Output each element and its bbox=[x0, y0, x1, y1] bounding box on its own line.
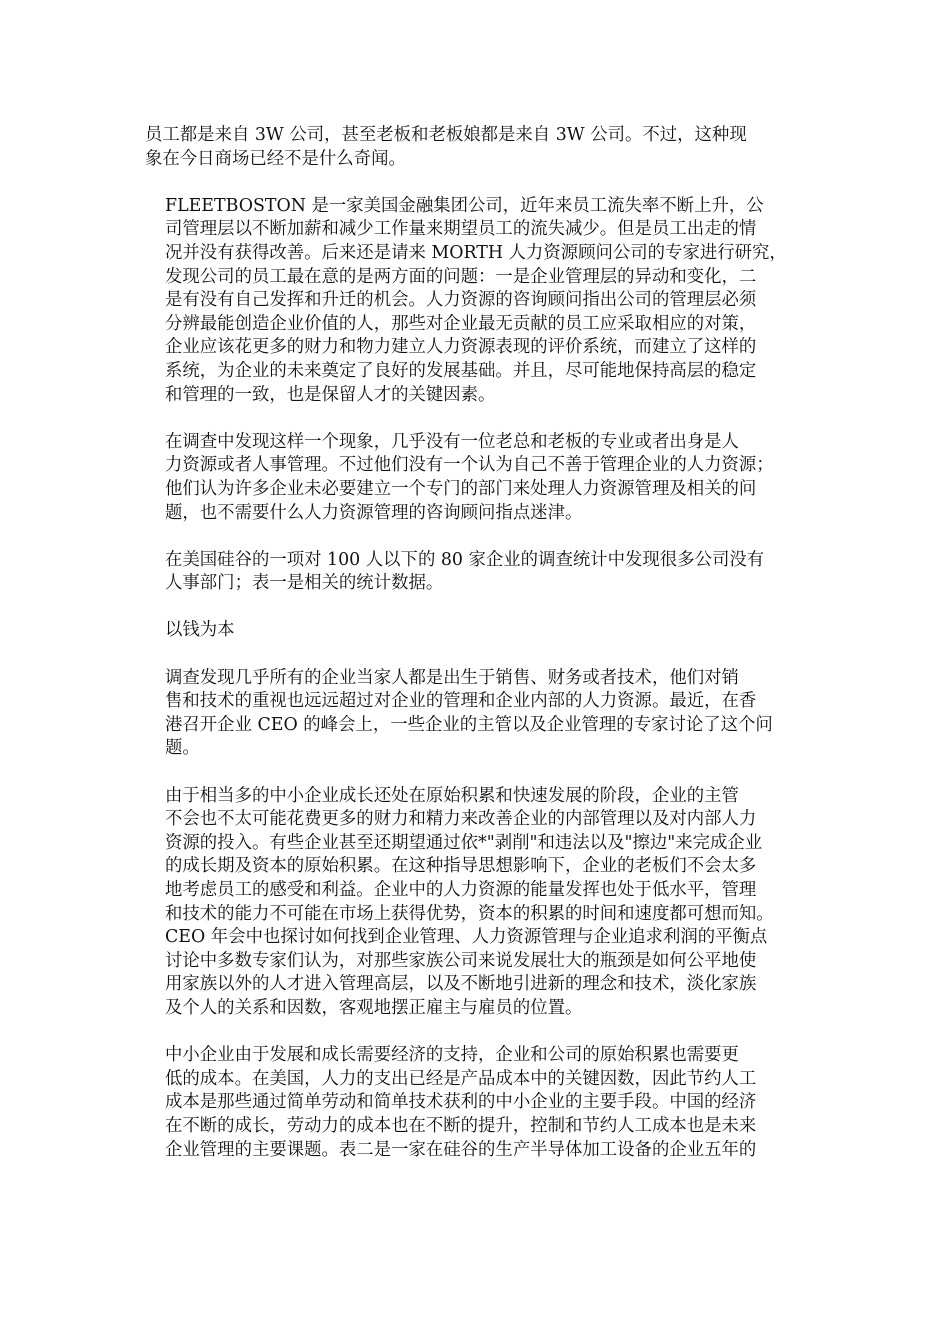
text-line: 及个人的关系和因数，客观地摆正雇主与雇员的位置。 bbox=[165, 997, 583, 1018]
text-line: 在不断的成长，劳动力的成本也在不断的提升，控制和节约人工成本也是未来 bbox=[165, 1115, 757, 1136]
text-line: 售和技术的重视也远远超过对企业的管理和企业内部的人力资源。最近，在香 bbox=[165, 691, 757, 712]
text-line: 在美国硅谷的一项对 100 人以下的 80 家企业的调查统计中发现很多公司没有 bbox=[165, 549, 765, 570]
paragraph bbox=[145, 549, 809, 596]
text-line: 况并没有获得改善。后来还是请来 MORTH 人力资源顾问公司的专家进行研究， bbox=[165, 242, 787, 263]
paragraph bbox=[145, 785, 809, 1021]
text-line: 他们认为许多企业未必要建立一个专门的部门来处理人力资源管理及相关的问 bbox=[165, 478, 757, 499]
text-line: 司管理层以不断加薪和减少工作量来期望员工的流失减少。但是员工出走的情 bbox=[165, 219, 757, 240]
text-line: 员工都是来自 3W 公司，甚至老板和老板娘都是来自 3W 公司。不过，这种现 bbox=[145, 125, 747, 145]
text-line: 企业应该花更多的财力和物力建立人力资源表现的评价系统，而建立了这样的 bbox=[165, 337, 757, 358]
paragraph bbox=[145, 667, 809, 761]
text-line: 系统，为企业的未来奠定了良好的发展基础。并且，尽可能地保持高层的稳定 bbox=[165, 360, 757, 381]
text-line: 地考虑员工的感受和利益。企业中的人力资源的能量发挥也处于低水平，管理 bbox=[165, 880, 757, 900]
paragraph bbox=[145, 619, 809, 643]
paragraph bbox=[145, 431, 809, 525]
text-line: 和管理的一致，也是保留人才的关键因素。 bbox=[165, 384, 496, 405]
text-line: 低的成本。在美国，人力的支出已经是产品成本中的关键因数，因此节约人工 bbox=[165, 1068, 757, 1089]
text-line: FLEETBOSTON 是一家美国金融集团公司，近年来员工流失率不断上升，公 bbox=[165, 195, 764, 216]
text-line: 和技术的能力不可能在市场上获得优势，资本的积累的时间和速度都可想而知。 bbox=[165, 903, 774, 924]
text-line: 以钱为本 bbox=[165, 620, 235, 641]
text-line: 题，也不需要什么人力资源管理的咨询顾问指点迷津。 bbox=[165, 502, 583, 523]
text-line: 是有没有自己发挥和升迁的机会。人力资源的咨询顾问指出公司的管理层必须 bbox=[165, 290, 757, 311]
text-line: 中小企业由于发展和成长需要经济的支持，企业和公司的原始积累也需要更 bbox=[165, 1045, 739, 1066]
text-line: 人事部门；表一是相关的统计数据。 bbox=[165, 573, 444, 594]
text-line: 象在今日商场已经不是什么奇闻。 bbox=[145, 148, 406, 169]
text-line: 在调查中发现这样一个现象，几乎没有一位老总和老板的专业或者出身是人 bbox=[165, 431, 739, 452]
text-line: 不会也不太可能花费更多的财力和精力来改善企业的内部管理以及对内部人力 bbox=[165, 809, 757, 830]
text-line: 力资源或者人事管理。不过他们没有一个认为自己不善于管理企业的人力资源； bbox=[165, 455, 774, 476]
text-line: 企业管理的主要课题。表二是一家在硅谷的生产半导体加工设备的企业五年的 bbox=[165, 1139, 757, 1160]
text-line: 港召开企业 CEO 的峰会上，一些企业的主管以及企业管理的专家讨论了这个问 bbox=[165, 714, 773, 735]
text-line: 讨论中多数专家们认为，对那些家族公司来说发展壮大的瓶颈是如何公平地使 bbox=[165, 950, 757, 971]
text-line: 发现公司的员工最在意的是两方面的问题：一是企业管理层的异动和变化，二 bbox=[165, 266, 757, 287]
text-line: 调查发现几乎所有的企业当家人都是出生于销售、财务或者技术，他们对销 bbox=[165, 667, 739, 688]
document-body bbox=[145, 124, 809, 1162]
paragraph bbox=[145, 124, 809, 171]
text-line: 由于相当多的中小企业成长还处在原始积累和快速发展的阶段，企业的主管 bbox=[165, 785, 739, 806]
paragraph bbox=[145, 195, 809, 407]
text-line: CEO 年会中也探讨如何找到企业管理、人力资源管理与企业追求利润的平衡点 bbox=[165, 927, 768, 948]
text-line: 成本是那些通过简单劳动和简单技术获利的中小企业的主要手段。中国的经济 bbox=[165, 1092, 757, 1113]
text-line: 用家族以外的人才进入管理高层，以及不断地引进新的理念和技术，淡化家族 bbox=[165, 974, 757, 995]
text-line: 的成长期及资本的原始积累。在这种指导思想影响下，企业的老板们不会太多 bbox=[165, 856, 757, 877]
text-line: 分辨最能创造企业价值的人，那些对企业最无贡献的员工应采取相应的对策， bbox=[165, 313, 757, 334]
text-line: 资源的投入。有些企业甚至还期望通过依*"剥削"和违法以及"擦边"来完成企业 bbox=[165, 832, 763, 853]
paragraph bbox=[145, 1044, 809, 1162]
text-line: 题。 bbox=[165, 738, 200, 759]
